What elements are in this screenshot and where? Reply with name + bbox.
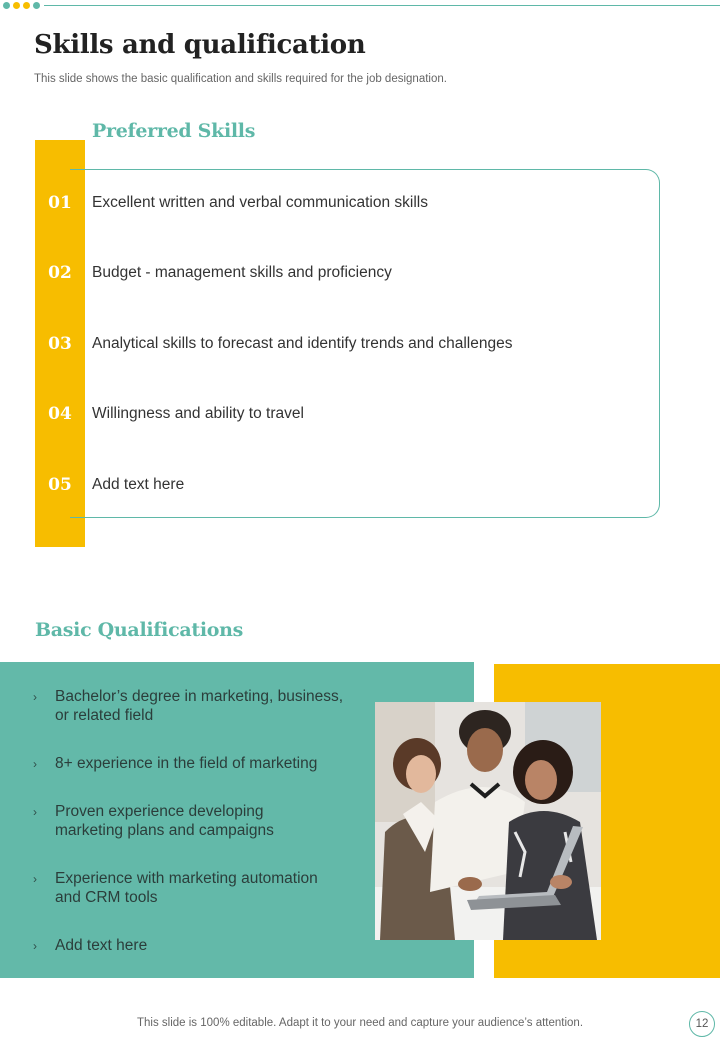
skill-number: 02 [48,263,72,283]
qualification-item [33,754,355,773]
dot-icon [33,2,40,9]
skill-number: 01 [48,193,72,213]
footer-note: This slide is 100% editable. Adapt it to your need and capture your audience’s attention. [136,1017,584,1029]
skill-item [35,188,655,218]
basic-qualifications-heading: Basic Qualifications [35,619,244,641]
skill-item [35,258,655,288]
skill-number: 04 [48,404,72,424]
team-photo [375,702,601,940]
skill-text: Add text here [92,476,185,493]
qualification-item [33,802,295,840]
preferred-skills-heading: Preferred Skills [92,120,256,142]
page-subtitle: This slide shows the basic qualification and skills required for the job designation. [34,73,447,85]
qualification-text: Add text here [55,937,148,954]
skill-text: Willingness and ability to travel [92,405,304,422]
chevron-right-icon: › [33,690,37,704]
skill-item [35,399,655,429]
chevron-right-icon: › [33,757,37,771]
qualification-item [33,869,330,907]
skill-number: 03 [48,334,72,354]
chevron-right-icon: › [33,939,37,953]
chevron-right-icon: › [33,805,37,819]
qualification-text: Bachelor’s degree in marketing, business, or related field [55,688,344,724]
chevron-right-icon: › [33,872,37,886]
skill-item [35,470,655,500]
qualification-text: 8+ experience in the field of marketing [55,755,318,772]
page-title: Skills and qualification [34,30,366,60]
qualification-item [33,687,355,725]
decorative-dots [3,2,40,9]
skill-text: Excellent written and verbal communication skills [92,194,428,211]
team-photo-illustration [375,702,601,940]
header-divider [44,5,720,6]
skill-text: Analytical skills to forecast and identify trends and challenges [92,335,513,352]
qualification-item [33,936,355,955]
dot-icon [13,2,20,9]
qualification-text: Experience with marketing automation and CRM tools [55,870,318,906]
page-number-badge: 12 [689,1011,715,1037]
skill-number: 05 [48,475,72,495]
skill-item [35,329,655,359]
qualification-text: Proven experience developing marketing plans and campaigns [55,803,274,839]
dot-icon [3,2,10,9]
skill-text: Budget - management skills and proficiency [92,264,392,281]
dot-icon [23,2,30,9]
